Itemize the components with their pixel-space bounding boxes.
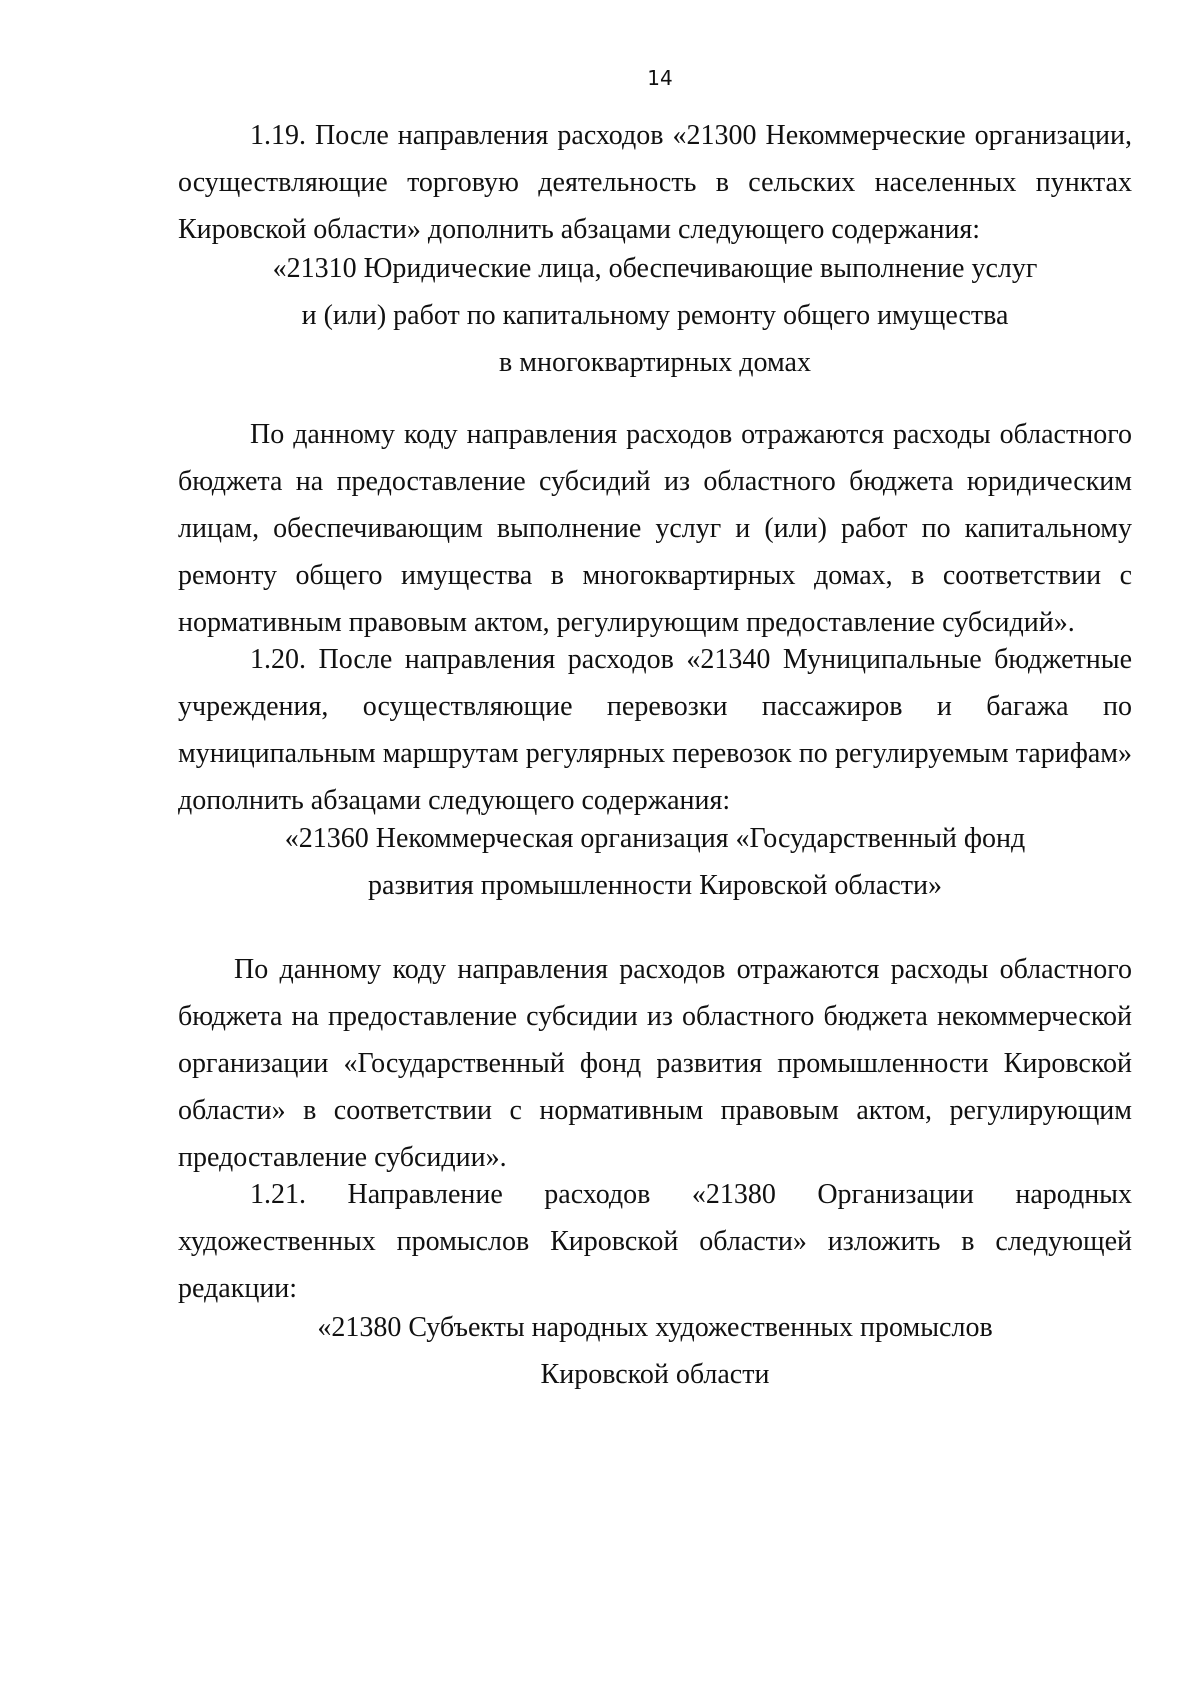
heading-21360-line-1: «21360 Некоммерческая организация «Государственный фонд	[284, 823, 1026, 854]
page-number: 14	[647, 66, 673, 90]
paragraph-21310-description: По данному коду направления расходов отражаются расходы областного бюджета на предоставление субсидий из областного бюджета юридическим лицам, обеспечивающим выполнение услуг и (или) работ по капитальному ремонту общего имущества в многоквартирных домах, в соответствии с нормативным правовым актом, регулирующим предоставление субсидий».	[178, 419, 1132, 638]
heading-21380-line-2: Кировской области	[540, 1359, 770, 1390]
heading-21310-line-3: в многоквартирных домах	[499, 347, 811, 378]
heading-21380-line-1: «21380 Субъекты народных художественных промыслов	[317, 1312, 993, 1343]
heading-21380	[178, 1304, 1132, 1398]
heading-21360	[178, 815, 1132, 909]
heading-21310-line-2: и (или) работ по капитальному ремонту общего имущества	[301, 300, 1009, 331]
paragraph-1-20: 1.20. После направления расходов «21340 Муниципальные бюджетные учреждения, осуществляющие перевозки пассажиров и багажа по муниципальным маршрутам регулярных перевозок по регулируемым тарифам» дополнить абзацами следующего содержания:	[178, 644, 1132, 816]
paragraph-1-19: 1.19. После направления расходов «21300 Некоммерческие организации, осуществляющие торговую деятельность в сельских населенных пунктах Кировской области» дополнить абзацами следующего содержания:	[178, 120, 1132, 245]
paragraph-1-21: 1.21. Направление расходов «21380 Организации народных художественных промыслов Кировской области» изложить в следующей редакции:	[178, 1179, 1132, 1304]
paragraph-21360-description: По данному коду направления расходов отражаются расходы областного бюджета на предоставление субсидии из областного бюджета некоммерческой организации «Государственный фонд развития промышленности Кировской области» в соответствии с нормативным правовым актом, регулирующим предоставление субсидии».	[178, 954, 1132, 1173]
heading-21310	[178, 245, 1132, 386]
heading-21310-line-1: «21310 Юридические лица, обеспечивающие выполнение услуг	[272, 253, 1038, 284]
heading-21360-line-2: развития промышленности Кировской области»	[368, 870, 942, 901]
